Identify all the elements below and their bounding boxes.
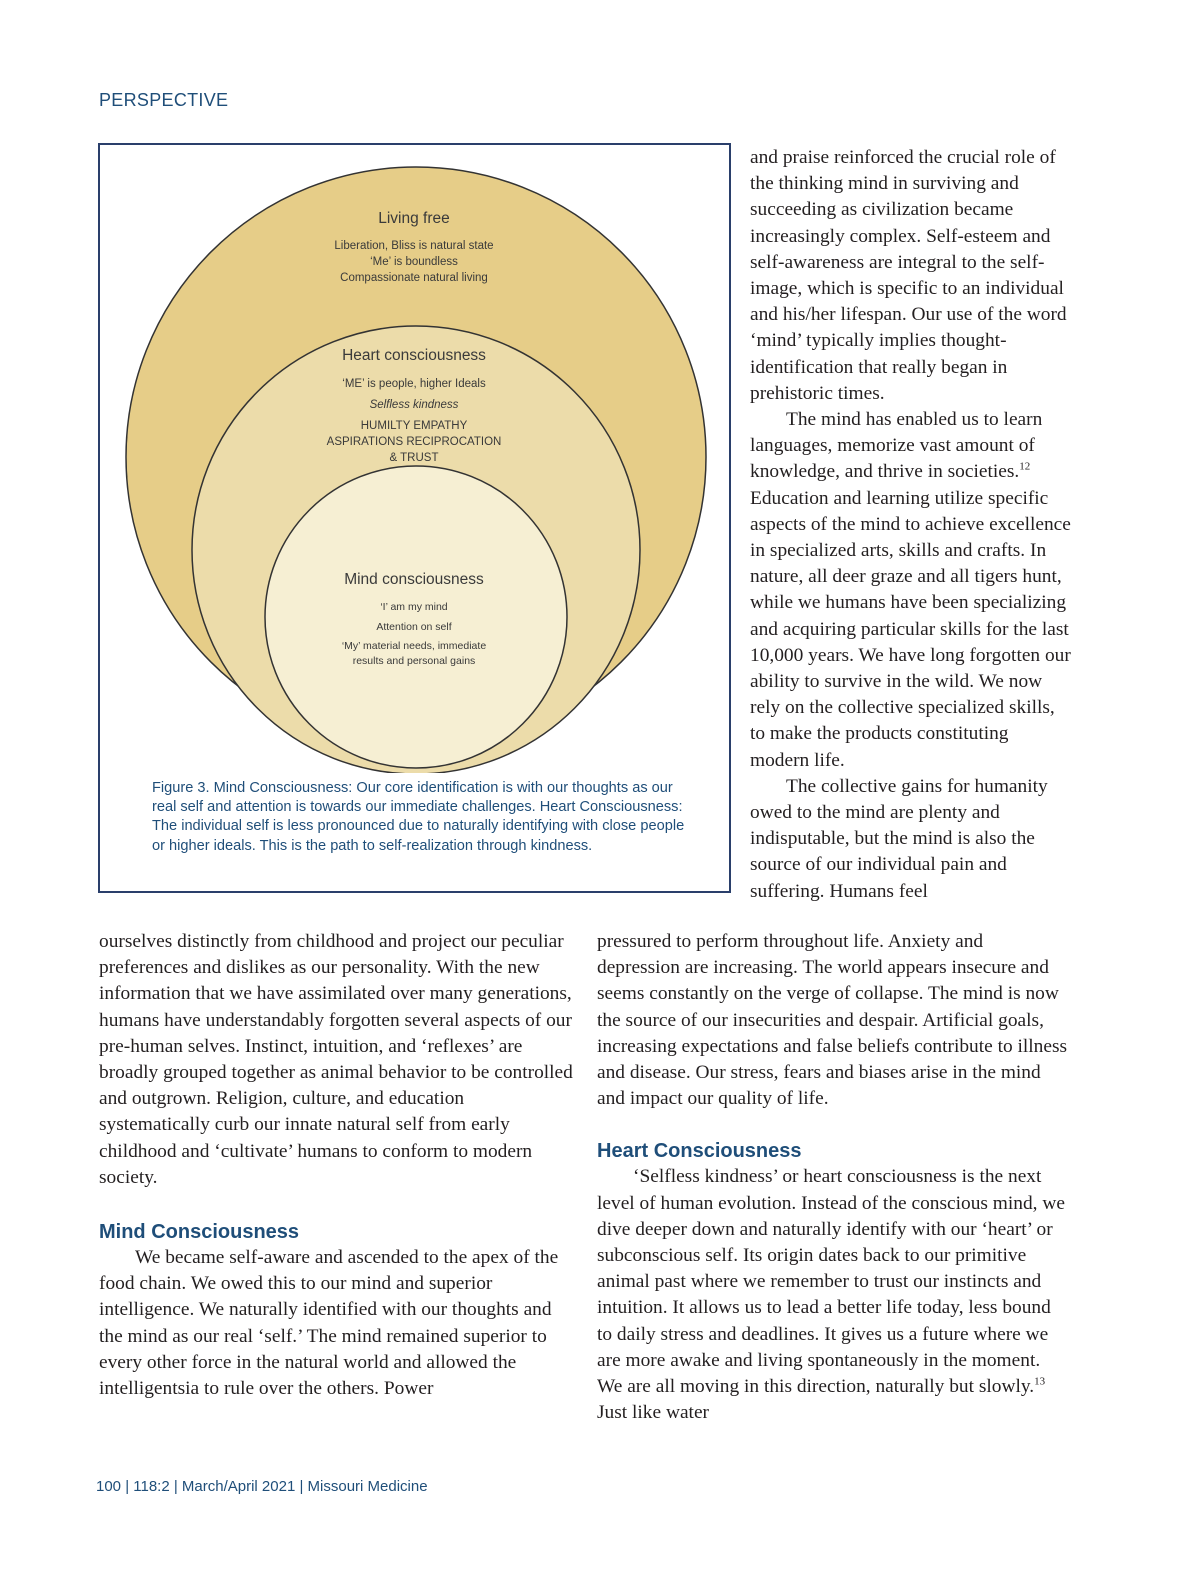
inner-line: Attention on self [376, 621, 452, 633]
figure-caption: Figure 3. Mind Consciousness: Our core identification is with our thoughts as our real self and attention is towards our immediate challenges. Heart Consciousness: The individual self is less pronounced due to naturally identifying with close people or higher ideals. This is the path to self-realization through kindness. [152, 780, 685, 854]
inner-title: Mind consciousness [344, 571, 484, 588]
paragraph: We became self-aware and ascended to the apex of the food chain. We owed this to our mind and superior intelligence. We naturally identified with our thoughts and the mind as our real ‘self.’ The mind remained superior to every other force in the natural world and allowed the intelligentsia to rule over the others. Power [99, 1247, 559, 1400]
outer-line: ‘Me’ is boundless [370, 256, 458, 268]
right-column-top [750, 145, 1072, 905]
section-label: PERSPECTIVE [99, 90, 229, 110]
left-column-bottom [99, 929, 573, 1402]
middle-line: Selfless kindness [369, 399, 459, 411]
outer-title: Living free [378, 210, 450, 227]
outer-line: Compassionate natural living [340, 272, 488, 284]
page-footer: 100 | 118:2 | March/April 2021 | Missouri Medicine [96, 1478, 428, 1495]
inner-line: results and personal gains [352, 655, 476, 667]
middle-line: HUMILTY EMPATHY [360, 420, 468, 432]
paragraph: pressured to perform throughout life. Anxiety and depression are increasing. The world appears insecure and seems constantly on the verge of collapse. The mind is now the source of our insecurities and despair. Artificial goals, increasing expectations and false beliefs contribute to illness and disease. Our stress, fears and biases arise in the mind and impact our quality of life. [597, 931, 1068, 1110]
inner-line: ‘I’ am my mind [380, 601, 448, 613]
outer-line: Liberation, Bliss is natural state [334, 240, 494, 252]
paragraph: ourselves distinctly from childhood and project our peculiar preferences and dislikes as our personality. With the new information that we have assimilated over many generations, humans have understandably forgotten several aspects of our pre-human selves. Instinct, intuition, and ‘reflexes’ are broadly grouped together as animal behavior to be controlled and outgrown. Religion, culture, and education systematically curb our innate natural self from early childhood and ‘cultivate’ humans to conform to modern society. [99, 931, 573, 1188]
middle-line: ASPIRATIONS RECIPROCATION [326, 436, 502, 448]
heading-mind-consciousness: Mind Consciousness [99, 1221, 300, 1244]
middle-line: & TRUST [389, 452, 439, 464]
middle-line: ‘ME’ is people, higher Ideals [342, 378, 486, 390]
paragraph: ‘Selfless kindness’ or heart consciousness is the next level of human evolution. Instead of the conscious mind, we dive deeper down and naturally identify with our ‘heart’ or subconscious self. Its origin dates back to our primitive animal past where we remember to trust our instincts and intuition. It allows us to lead a better life today, less bound to daily stress and deadlines. It gives us a future where we are more awake and living spontaneously in the moment. We are all moving in this direction, naturally but slowly.$^{13}$ Just like water [597, 1166, 1065, 1424]
middle-title: Heart consciousness [342, 347, 486, 364]
inner-line: ‘My’ material needs, immediate [341, 640, 487, 652]
inner-circle-mind-consciousness [265, 466, 567, 768]
paragraph: The collective gains for humanity owed to the mind are plenty and indisputable, but the mind is also the source of our individual pain and suffering. Humans feel [750, 775, 1048, 902]
figure-3 [98, 143, 731, 893]
paragraph: and praise reinforced the crucial role of the thinking mind in surviving and succeeding as civilization became increasingly complex. Self-esteem and self-awareness are integral to the self-image, which is specific to an individual and his/her lifespan. Our use of the word ‘mind’ typically implies thought-identification that really began in prehistoric times. [750, 147, 1067, 404]
heading-heart-consciousness: Heart Consciousness [597, 1140, 802, 1163]
paragraph: The mind has enabled us to learn languages, memorize vast amount of knowledge, and thrive in societies.$^{12}$ Education and learning utilize specific aspects of the mind to achieve excellence in specialized arts, skills and crafts. In nature, all deer graze and all tigers hunt, while we humans have been specializing and acquiring particular skills for the last 10,000 years. We have long forgotten our ability to survive in the wild. We now rely on the collective specialized skills, to make the products constituting modern life. [750, 409, 1071, 771]
right-column-bottom [597, 929, 1069, 1426]
